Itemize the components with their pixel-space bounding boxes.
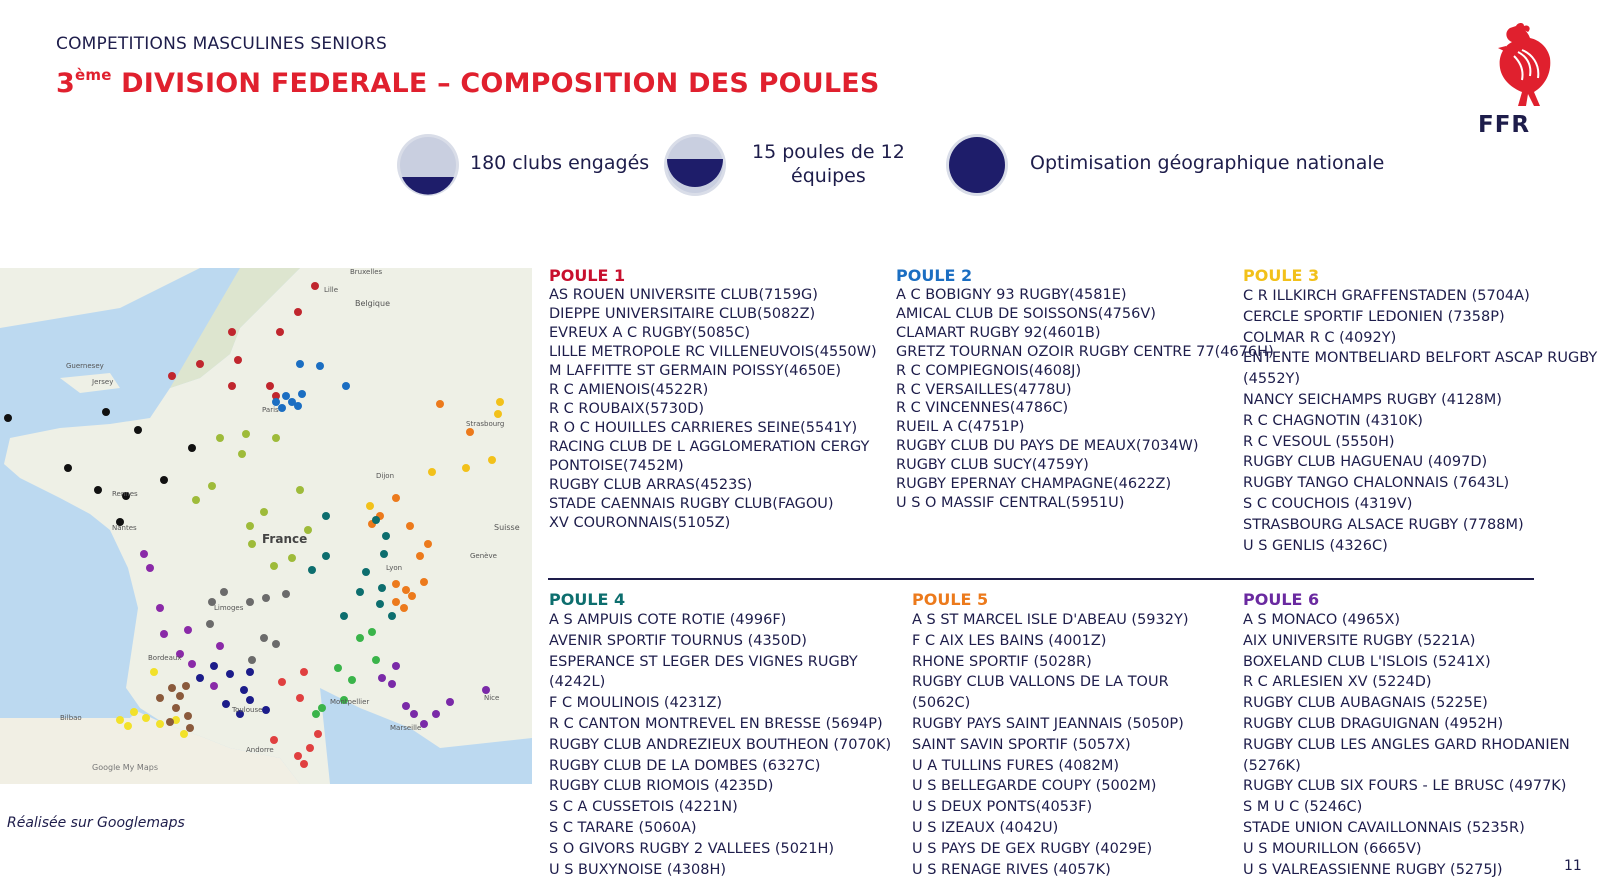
list-item: R C ARLESIEN XV (5224D) [1243, 674, 1432, 691]
list-item: AVENIR SPORTIF TOURNUS (4350D) [549, 632, 807, 649]
list-item: STADE UNION CAVAILLONNAIS (5235R) [1243, 819, 1525, 836]
title-text: DIVISION FEDERALE – COMPOSITION DES POULES [111, 68, 880, 99]
page-number: 11 [1564, 858, 1582, 874]
france-clubs-map [0, 268, 532, 784]
list-item: R C VESOUL (5550H) [1243, 433, 1395, 450]
map-label-montpellier: Montpellier [330, 698, 370, 706]
map-label-lille: Lille [324, 286, 339, 294]
list-item: RUGBY EPERNAY CHAMPAGNE(4622Z) [896, 476, 1172, 493]
list-item: RUGBY PAYS SAINT JEANNAIS (5050P) [912, 715, 1184, 732]
list-item: RUGBY CLUB DU PAYS DE MEAUX(7034W) [896, 438, 1199, 455]
list-item: U A TULLINS FURES (4082M) [912, 757, 1120, 774]
list-item: CLAMART RUGBY 92(4601B) [896, 324, 1101, 341]
map-label-jersey: Jersey [92, 378, 114, 386]
list-item: STADE CAENNAIS RUGBY CLUB(FAGOU) [549, 496, 834, 512]
list-item: S C COUCHOIS (4319V) [1243, 495, 1413, 512]
list-item: R C AMIENOIS(4522R) [549, 382, 709, 398]
poule-4-list [549, 610, 891, 880]
list-item: A S MONACO (4965X) [1243, 612, 1401, 628]
poule-1 [549, 266, 877, 533]
list-item: F C AIX LES BAINS (4001Z) [912, 632, 1107, 649]
list-item: XV COURONNAIS(5105Z) [549, 515, 731, 531]
map-label-rennes: Rennes [112, 490, 138, 498]
list-item: RACING CLUB DE L AGGLOMERATION CERGY [549, 439, 870, 455]
list-item: U S RENAGE RIVES (4057K) [912, 861, 1111, 878]
list-item: (4552Y) [1243, 371, 1301, 388]
map-label-bordeaux: Bordeaux [148, 654, 182, 662]
list-item: U S GENLIS (4326C) [1243, 537, 1388, 554]
list-item: RUGBY CLUB SIX FOURS - LE BRUSC (4977K) [1243, 778, 1567, 795]
map-label-guernesey: Guernesey [66, 362, 104, 370]
list-item: GRETZ TOURNAN OZOIR RUGBY CENTRE 77(4676H) [896, 343, 1274, 360]
map-label-andorre: Andorre [246, 746, 274, 754]
list-item: S C TARARE (5060A) [549, 819, 697, 836]
list-item: NANCY SEICHAMPS RUGBY (4128M) [1243, 391, 1502, 408]
list-item: RUGBY CLUB DE LA DOMBES (6327C) [549, 757, 821, 774]
map-label-france: France [262, 532, 308, 546]
list-item: U S IZEAUX (4042U) [912, 819, 1059, 836]
map-label-bilbao: Bilbao [60, 714, 82, 722]
map-label-marseille: Marseille [390, 724, 422, 732]
list-item: RUGBY CLUB ARRAS(4523S) [549, 477, 753, 493]
kpi-poules-line1: 15 poules de 12 [752, 141, 905, 163]
page-title [56, 68, 880, 99]
list-item: ESPERANCE ST LEGER DES VIGNES RUGBY [549, 653, 858, 670]
list-item: R C ROUBAIX(5730D) [549, 401, 704, 417]
list-item: AMICAL CLUB DE SOISSONS(4756V) [896, 305, 1156, 322]
kpi-optimisation-text: Optimisation géographique nationale [1030, 152, 1385, 174]
map-label-strasbourg: Strasbourg [466, 420, 505, 428]
list-item: LILLE METROPOLE RC VILLENEUVOIS(4550W) [549, 344, 877, 360]
list-item: CERCLE SPORTIF LEDONIEN (7358P) [1243, 308, 1505, 325]
poule-5-title: POULE 5 [912, 590, 989, 609]
list-item: RHONE SPORTIF (5028R) [912, 653, 1092, 670]
map-label-suisse: Suisse [494, 523, 520, 532]
poule-3-list [1243, 286, 1597, 556]
list-item: COLMAR R C (4092Y) [1243, 329, 1397, 346]
poule-2-list [896, 286, 1274, 513]
list-item: M LAFFITTE ST GERMAIN POISSY(4650E) [549, 363, 842, 379]
list-item: A S AMPUIS COTE ROTIE (4996F) [549, 612, 787, 628]
list-item: R C CHAGNOTIN (4310K) [1243, 412, 1423, 429]
list-item: (5276K) [1243, 757, 1301, 774]
poules-divider [548, 578, 1534, 580]
list-item: RUGBY CLUB DRAGUIGNAN (4952H) [1243, 715, 1504, 732]
map-label-nice: Nice [484, 694, 500, 702]
list-item: PONTOISE(7452M) [549, 458, 684, 474]
list-item: A S ST MARCEL ISLE D'ABEAU (5932Y) [912, 612, 1189, 628]
map-label-lyon: Lyon [386, 564, 403, 572]
list-item: AIX UNIVERSITE RUGBY (5221A) [1243, 632, 1476, 649]
poule-6 [1243, 590, 1570, 880]
list-item: U S BELLEGARDE COUPY (5002M) [912, 778, 1157, 795]
list-item: RUGBY CLUB HAGUENAU (4097D) [1243, 454, 1488, 471]
map-label-limoges: Limoges [214, 604, 244, 612]
list-item: U S O MASSIF CENTRAL(5951U) [896, 494, 1125, 511]
ffr-logo-text: FFR [1478, 112, 1531, 138]
list-item: C R ILLKIRCH GRAFFENSTADEN (5704A) [1243, 288, 1530, 304]
list-item: S C A CUSSETOIS (4221N) [549, 799, 738, 816]
map-label-bruxelles: Bruxelles [350, 268, 383, 276]
poule-3 [1243, 266, 1597, 556]
poule-3-title: POULE 3 [1243, 266, 1320, 285]
list-item: (4242L) [549, 674, 606, 691]
list-item: RUGBY CLUB VALLONS DE LA TOUR [912, 674, 1169, 691]
list-item: U S PAYS DE GEX RUGBY (4029E) [912, 840, 1153, 857]
list-item: RUGBY TANGO CHALONNAIS (7643L) [1243, 475, 1510, 492]
poule-4 [549, 590, 891, 880]
list-item: U S MOURILLON (6665V) [1243, 840, 1422, 857]
poule-1-title: POULE 1 [549, 266, 626, 285]
list-item: STRASBOURG ALSACE RUGBY (7788M) [1243, 516, 1524, 533]
title-superscript: ème [75, 66, 112, 84]
map-attribution: Google My Maps [92, 763, 158, 772]
list-item: S M U C (5246C) [1243, 799, 1363, 816]
list-item: R C VINCENNES(4786C) [896, 400, 1069, 417]
list-item: R O C HOUILLES CARRIERES SEINE(5541Y) [549, 420, 858, 436]
list-item: AS ROUEN UNIVERSITE CLUB(7159G) [549, 287, 818, 303]
list-item: U S VALREASSIENNE RUGBY (5275J) [1243, 861, 1503, 878]
map-credit: Réalisée sur Googlemaps [7, 815, 185, 831]
poule-5-list [912, 610, 1189, 880]
map-label-dijon: Dijon [376, 472, 394, 480]
poule-4-title: POULE 4 [549, 590, 626, 609]
kpi-poules-line2: équipes [791, 165, 866, 187]
list-item: U S DEUX PONTS(4053F) [912, 799, 1093, 816]
list-item: RUGBY CLUB RIOMOIS (4235D) [549, 778, 774, 795]
kpi-poules-text [752, 140, 905, 188]
poule-6-list [1243, 610, 1570, 880]
circle-half-filled-icon [663, 133, 727, 197]
list-item: ENTENTE MONTBELIARD BELFORT ASCAP RUGBY [1243, 350, 1598, 367]
list-item: RUGBY CLUB AUBAGNAIS (5225E) [1243, 695, 1488, 712]
list-item: (5062C) [912, 695, 971, 712]
list-item: F C MOULINOIS (4231Z) [549, 695, 723, 712]
map-label-toulouse: Toulouse [232, 706, 263, 714]
list-item: RUGBY CLUB SUCY(4759Y) [896, 457, 1089, 474]
kpi-clubs-text: 180 clubs engagés [470, 152, 650, 174]
list-item: SAINT SAVIN SPORTIF (5057X) [912, 736, 1131, 753]
list-item: S O GIVORS RUGBY 2 VALLEES (5021H) [549, 840, 835, 857]
circle-quarter-filled-icon [396, 133, 460, 197]
list-item: EVREUX A C RUGBY(5085C) [549, 325, 751, 341]
map-label-geneve: Genève [470, 552, 497, 560]
section-subtitle: COMPETITIONS MASCULINES SENIORS [56, 34, 387, 54]
list-item: RUGBY CLUB ANDREZIEUX BOUTHEON (7070K) [549, 736, 892, 753]
map-label-nantes: Nantes [112, 524, 137, 532]
list-item: DIEPPE UNIVERSITAIRE CLUB(5082Z) [549, 306, 816, 322]
poule-5 [912, 590, 1189, 880]
list-item: RUGBY CLUB LES ANGLES GARD RHODANIEN [1243, 736, 1570, 753]
title-number: 3 [56, 68, 75, 99]
list-item: U S BUXYNOISE (4308H) [549, 861, 727, 878]
circle-full-filled-icon [945, 133, 1009, 197]
list-item: R C CANTON MONTREVEL EN BRESSE (5694P) [549, 715, 883, 732]
map-label-paris: Paris [262, 406, 279, 414]
list-item: A C BOBIGNY 93 RUGBY(4581E) [896, 287, 1127, 303]
poule-2-title: POULE 2 [896, 266, 973, 285]
poule-6-title: POULE 6 [1243, 590, 1320, 609]
map-label-belgique: Belgique [355, 299, 391, 308]
list-item: R C COMPIEGNOIS(4608J) [896, 362, 1082, 379]
list-item: R C VERSAILLES(4778U) [896, 381, 1072, 398]
list-item: BOXELAND CLUB L'ISLOIS (5241X) [1243, 653, 1491, 670]
poule-2 [896, 266, 1274, 513]
list-item: RUEIL A C(4751P) [896, 419, 1025, 436]
poule-1-list [549, 286, 877, 533]
